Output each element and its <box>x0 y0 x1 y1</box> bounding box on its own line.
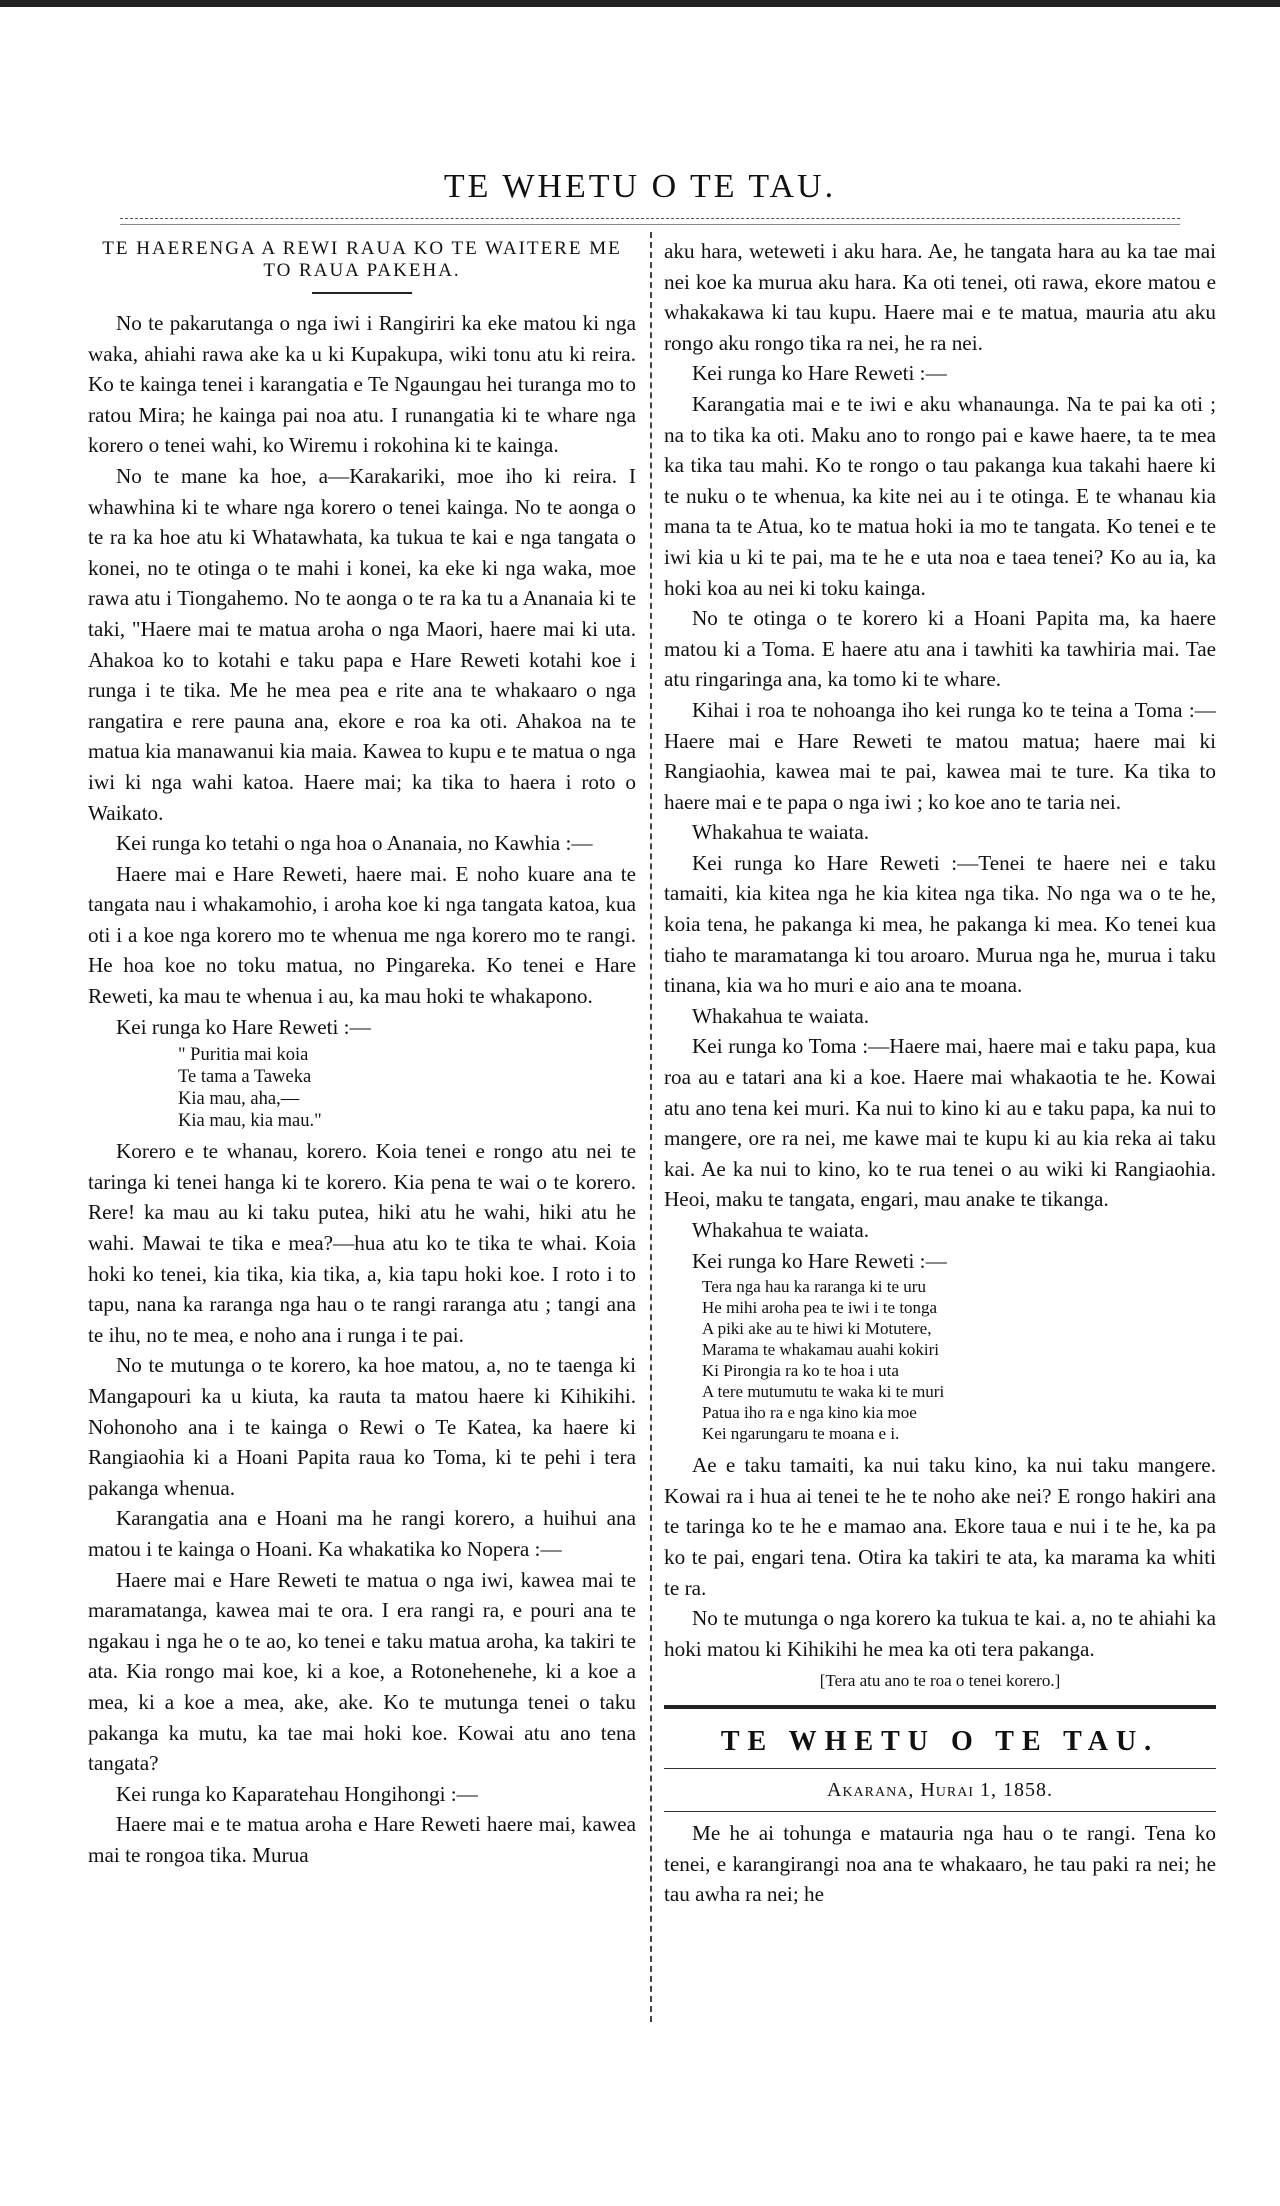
chant-line: Kia mau, kia mau." <box>178 1111 322 1132</box>
song-line: Tera nga hau ka raranga ki te uru <box>702 1277 926 1297</box>
dateline: Akarana, Hurai 1, 1858. <box>827 1778 1053 1801</box>
song-line: Patua iho ra e nga kino kia moe <box>702 1403 917 1423</box>
paragraph: Whakahua te waiata. <box>692 1003 870 1028</box>
paragraph: No te mutunga o te korero, ka hoe matou, a, no te taenga ki Mangapouri ka u kiuta, ka rauta ta matou haere ki Kihikihi. Nohonoho ana i te kainga o Rewi o Te Katea, ka haere ki Rangiaohia ki a Hoani Papita raua ko Toma, ki te pehi i tera pakanga whenua. <box>88 1353 636 1500</box>
column-divider <box>650 232 652 2022</box>
top-border <box>0 0 1280 7</box>
paragraph: Haere mai e Hare Reweti te matua o nga iwi, kawea mai te maramatanga, kawea mai te ora. I era rangi ra, e pouri ana te ngakau i nga he o te ao, ko tenei e taku matua aroha, ka takiri te ata. Kia rongo mai koe, ki a koe, a Rotonehenehe, ki a koe a mea, ki a koe a mea, ake, ake. Ko te mutunga tenei o taku pakanga ka mutu, ka tae mai hoki koe. Kowai atu ano tena tangata? <box>88 1567 636 1776</box>
song <box>702 1276 1216 1444</box>
page-masthead: TE WHETU O TE TAU. <box>443 168 837 205</box>
chant-line: Kia mau, aha,— <box>178 1089 300 1110</box>
paragraph: Haere mai e te matua aroha e Hare Reweti haere mai, kawea mai te rongoa tika. Murua <box>88 1812 636 1867</box>
headline-rule <box>312 292 412 294</box>
paragraph: Kei runga ko Toma :—Haere mai, haere mai e taku papa, kua roa au e tatari ana ki a koe. Haere mai whakaotia te he. Kowai atu ano tena kei muri. Ka nui to kino ki au e taku papa, ka nui to mangere, ore ra nei, me kawe mai te kupu ki au kia reka ai taku kai. Ae ka nui to kino, ko te rua tenei o au wiki ki Rangiaohia. Heoi, maku te tangata, engari, mau anake te tikanga. <box>664 1034 1216 1212</box>
paragraph: Kei runga ko Hare Reweti :—Tenei te haere nei e taku tamaiti, kia kitea nga he kia kitea nga tika. No nga wa o te he, koia tena, he pakanga ki mea, he pakanga ki mea. Ko tenei kua tiaho te maramatanga ki tou aroaro. Murua nga he, murua i taku tinana, kia wa ho muri e aio ana te moana. <box>664 850 1216 998</box>
chant-line: Te tama a Taweka <box>178 1067 312 1088</box>
paragraph: Whakahua te waiata. <box>692 820 870 845</box>
paragraph: No te otinga o te korero ki a Hoani Papita ma, ka haere matou ki a Toma. E haere atu ana i tawhiti ka tawhiria mai. Tae atu ringaringa ana, ka tomo ki te whare. <box>664 606 1216 692</box>
article-headline: TE HAERENGA A REWI RAUA KO TE WAITERE ME TO RAUA PAKEHA. <box>102 238 622 281</box>
song-line: Kei ngarungaru te moana e i. <box>702 1424 900 1444</box>
paragraph: Whakahua te waiata. <box>692 1218 870 1242</box>
paragraph: No te pakarutanga o nga iwi i Rangiriri ka eke matou ki nga waka, ahiahi rawa ake ka u ki Kupakupa, wiki tonu atu ki reira. Ko te kainga tenei i karangatia e Te Ngaungau hei turanga mo to ratou Mira; he kainga pai noa atu. I runangatia ki te whare nga korero o tenei wahi, ko Wiremu i rokohina ki te kainga. <box>88 311 636 458</box>
article-left-column <box>88 238 636 1871</box>
paragraph: Karangatia ana e Hoani ma he rangi korero, a huihui ana matou i te kainga o Hoani. Ka whakatika ko Nopera :— <box>88 1506 636 1561</box>
paragraph: No te mutunga o nga korero ka tukua te kai. a, no te ahiahi ka hoki matou ki Kihikihi he mea ka oti tera pakanga. <box>664 1606 1216 1661</box>
continued-note: [Tera atu ano te roa o tenei korero.] <box>819 1671 1061 1691</box>
article-right-column <box>664 236 1216 1910</box>
paragraph: Korero e te whanau, korero. Koia tenei e rongo atu nei te taringa ki tenei hanga ki te korero. Kia pena te wai o te korero. Rere! ka mau au ki taku putea, hiki atu he wahi, hiki atu he wahi. Mawai te tika e mea?—hua atu ko te tika te whai. Koia hoki ko tenei, kia tika, kia tika, a, kia tapu hoki koe. I roto i to tapu, nana ka raranga nga hau o te rangi raranga atu ; tangi ana te ihu, no te mea, e noho ana i runga i te pai. <box>88 1139 636 1347</box>
chant <box>178 1044 636 1132</box>
dateline-rule <box>664 1811 1216 1812</box>
paragraph: No te mane ka hoe, a—Karakariki, moe iho ki reira. I whawhina ki te whare nga korero o tenei kainga. No te aonga o te ra ka hoe atu ki Whatawhata, ka tukua te kai e nga tangata o konei, no te otinga o te mahi i konei, ka eke ki nga waka, moe rawa atu i Tiongahemo. No te aonga o te ra ka tu a Ananaia ki te taki, "Haere mai te matua aroha o nga Maori, haere mai ki uta. Ahakoa ko to kotahi e taku papa e Hare Reweti kotahi koe i runga i te tika. Me he mea pea e rite ana te whakaaro o nga rangatira e rere pauna ana, ekore e roa ka oti. Ahakoa na te matua kia manawanui kia maia. Kawea to kupu e te matua o nga iwi ki nga wahi katoa. Haere mai; ka tika to haera i roto o Waikato. <box>88 463 636 825</box>
song-line: Marama te whakamau auahi kokiri <box>702 1340 939 1360</box>
editorial-paragraph: Me he ai tohunga e matauria nga hau o te rangi. Tena ko tenei, e karangirangi noa ana te whakaaro, he tau paki ra nei; he tau awha ra nei; he <box>664 1821 1216 1907</box>
paragraph: Kei runga ko Hare Reweti :— <box>692 361 947 386</box>
paragraph: aku hara, weteweti i aku hara. Ae, he tangata hara au ka tae mai nei koe ka murua aku hara. Ka oti tenei, oti rawa, ekore matou e whakakawa ki tau kupu. Haere mai e te matua, mauria atu aku rongo aku rongo tika ra nei, he ra nei. <box>664 239 1216 355</box>
masthead-rule <box>120 224 1180 225</box>
song-line: Ki Pirongia ra ko te hoa i uta <box>702 1361 899 1381</box>
dateline-rule <box>664 1768 1216 1769</box>
paragraph: Ae e taku tamaiti, ka nui taku kino, ka nui taku mangere. Kowai ra i hua ai tenei te he te noho ake nei? E rongo hakiri ana te taringa ko te he e mamao ana. Ekore taua e nui i te he, ka pa ko te pai, engari tena. Otira ka takiri te ata, ka marama ka whiti te ra. <box>664 1453 1216 1600</box>
paragraph: Kihai i roa te nohoanga iho kei runga ko te teina a Toma :—Haere mai e Hare Reweti te matou matua; haere mai ki Rangiaohia, kawea mai te pai, kawea mai te ture. Ka tika to haere mai e te papa o nga iwi ; ko koe ano te taria nei. <box>664 697 1216 814</box>
paragraph: Kei runga ko Hare Reweti :— <box>692 1248 947 1273</box>
paragraph: Karangatia mai e te iwi e aku whanaunga. Na te pai ka oti ; na to tika ka oti. Maku ano to rongo pai e kawe haere, ta te mea ka tika tau mahi. Ko te rongo o tau pakanga kua takahi haere ki te nuku o te whenua, ka kite nei au i te otinga. E te whanau kia mana ta te Atua, ko te matua hoki ia mo te tangata. Ko tenei e te iwi kia u ki te pai, ma te he e uta noa e taea tenei? Ko au ia, ka hoki koa au nei ki toku kainga. <box>664 391 1216 600</box>
song-line: A piki ake au te hiwi ki Motutere, <box>702 1319 932 1339</box>
paragraph: Kei runga ko Kaparatehau Hongihongi :— <box>116 1781 478 1806</box>
masthead-rule <box>120 218 1180 219</box>
paragraph: Kei runga ko tetahi o nga hoa o Ananaia, no Kawhia :— <box>116 831 593 856</box>
section-rule <box>664 1705 1216 1709</box>
song-line: He mihi aroha pea te iwi i te tonga <box>702 1298 938 1318</box>
paragraph: Kei runga ko Hare Reweti :— <box>116 1014 371 1039</box>
editorial-masthead: TE WHETU O TE TAU. <box>720 1725 1160 1757</box>
chant-line: " Puritia mai koia <box>178 1045 309 1066</box>
paragraph: Haere mai e Hare Reweti, haere mai. E noho kuare ana te tangata nau i whakamohio, i aroha koe ki nga tangata katoa, kua oti i a koe nga korero mo te whenua me nga korero mo te rangi. He hoa koe no toku matua, no Pingareka. Ko tenei e Hare Reweti, ka mau te whenua i au, ka mau hoki te whakapono. <box>88 861 636 1009</box>
song-line: A tere mutumutu te waka ki te muri <box>702 1382 945 1402</box>
